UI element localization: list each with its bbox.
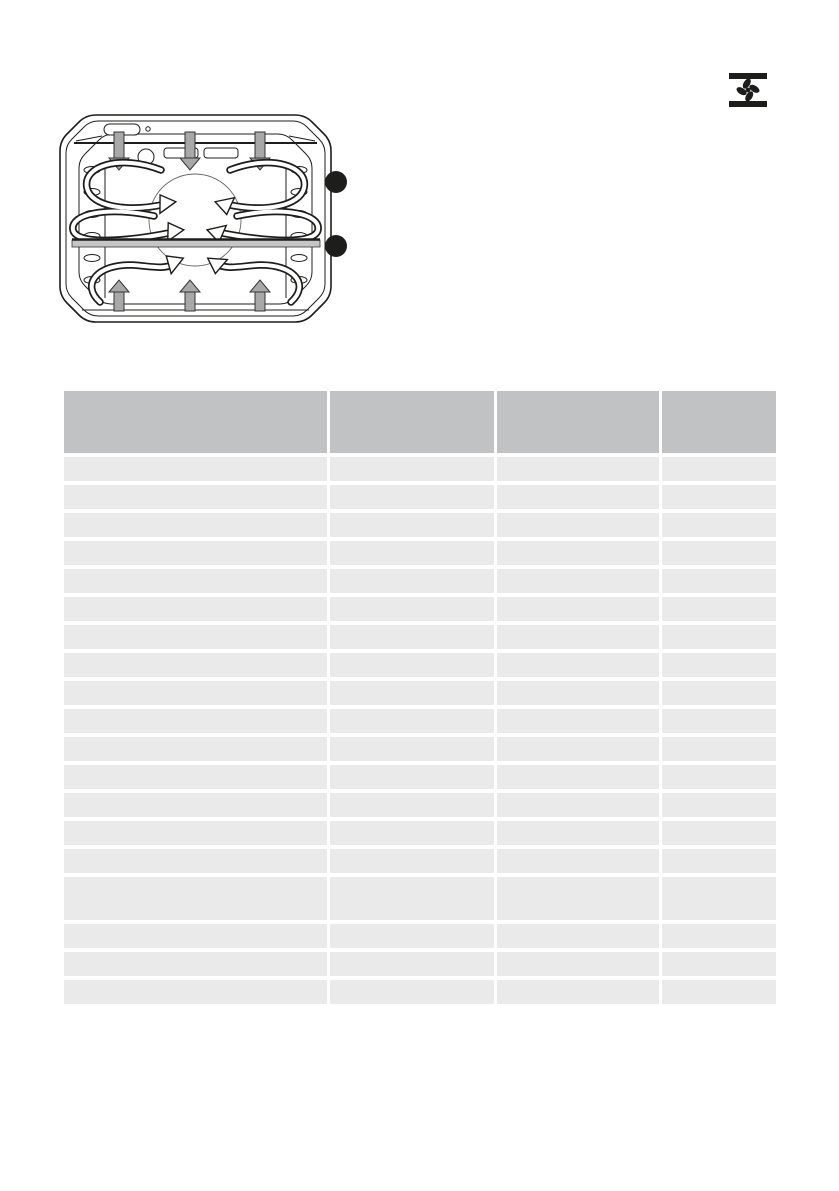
table-cell [662,513,776,537]
table-cell [330,877,494,920]
table-cell [497,793,659,817]
table-cell [330,980,494,1004]
table-cell [330,737,494,761]
table-cell [64,821,327,845]
table-cell [662,765,776,789]
cooking-table [64,391,776,1008]
table-row [64,952,776,976]
table-header-cell [662,391,776,453]
table-row [64,457,776,481]
table-cell [330,625,494,649]
table-cell [497,681,659,705]
table-cell [497,709,659,733]
data-table-header [64,391,776,453]
hot-air-symbol [729,73,767,107]
table-cell [497,952,659,976]
table-cell [662,625,776,649]
table-row [64,625,776,649]
table-cell [330,765,494,789]
table-header-cell [330,391,494,453]
table-row [64,681,776,705]
table-row [64,653,776,677]
table-cell [64,793,327,817]
table-cell [497,597,659,621]
table-cell [497,980,659,1004]
table-cell [64,485,327,509]
data-table-body [64,457,776,1004]
table-cell [662,597,776,621]
table-cell [330,952,494,976]
table-cell [497,737,659,761]
callout-dot-1 [325,171,347,193]
table-row [64,737,776,761]
table-row [64,849,776,873]
table-cell [662,952,776,976]
table-cell [662,980,776,1004]
table-row [64,793,776,817]
table-cell [64,980,327,1004]
table-cell [662,681,776,705]
table-cell [497,541,659,565]
table-cell [497,924,659,948]
table-cell [330,821,494,845]
table-cell [64,849,327,873]
table-cell [64,681,327,705]
table-cell [662,793,776,817]
table-cell [497,513,659,537]
table-cell [330,681,494,705]
table-cell [662,924,776,948]
table-cell [64,737,327,761]
table-cell [330,513,494,537]
table-cell [330,924,494,948]
table-cell [662,653,776,677]
oven-air-circulation-diagram [58,112,338,328]
table-cell [330,597,494,621]
table-cell [662,457,776,481]
table-row [64,485,776,509]
table-row [64,924,776,948]
table-cell [64,625,327,649]
table-cell [497,569,659,593]
table-cell [64,924,327,948]
table-cell [330,485,494,509]
table-cell [662,709,776,733]
table-cell [330,793,494,817]
table-row [64,765,776,789]
table-cell [64,709,327,733]
table-cell [330,541,494,565]
table-cell [64,569,327,593]
table-cell [497,653,659,677]
table-cell [330,709,494,733]
table-cell [497,625,659,649]
table-row [64,980,776,1004]
table-cell [330,457,494,481]
table-row [64,821,776,845]
table-cell [497,849,659,873]
table-cell [64,513,327,537]
table-cell [497,765,659,789]
table-cell [497,457,659,481]
table-cell [64,653,327,677]
table-row [64,709,776,733]
table-cell [662,485,776,509]
callout-dot-2 [325,235,347,257]
table-header-cell [64,391,327,453]
table-cell [497,821,659,845]
fan-icon [736,78,760,102]
table-cell [662,569,776,593]
table-row [64,877,776,920]
symbol-bottom-bar [729,101,767,107]
table-cell [497,877,659,920]
table-cell [64,952,327,976]
table-row [64,597,776,621]
table-cell [662,877,776,920]
table-row [64,569,776,593]
table-cell [330,653,494,677]
table-cell [497,485,659,509]
table-cell [662,849,776,873]
table-cell [64,765,327,789]
table-row [64,513,776,537]
table-cell [662,541,776,565]
table-header-cell [497,391,659,453]
table-cell [64,541,327,565]
table-cell [64,877,327,920]
table-cell [64,457,327,481]
table-cell [330,569,494,593]
table-cell [330,849,494,873]
table-cell [64,597,327,621]
table-row [64,541,776,565]
table-cell [662,821,776,845]
table-cell [662,737,776,761]
